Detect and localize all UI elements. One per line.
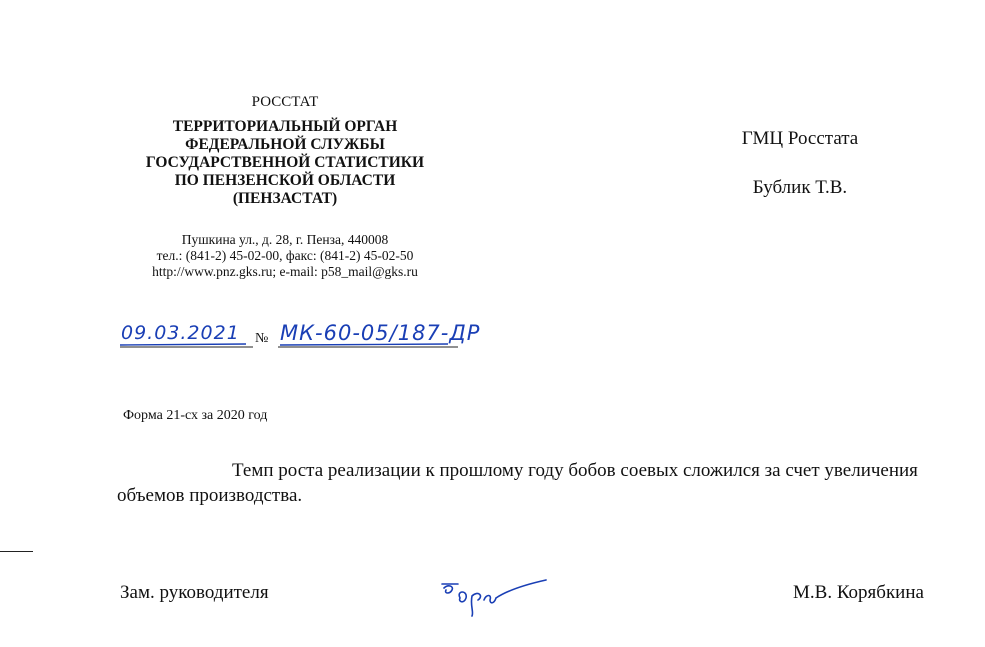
agency-full-name — [100, 118, 470, 208]
agency-full-name-line: (ПЕНЗАСТАТ) — [232, 190, 338, 207]
handwritten-number: МК-60-05/187-ДР — [280, 321, 481, 345]
agency-full-name-line: ФЕДЕРАЛЬНОЙ СЛУЖБЫ — [185, 136, 385, 153]
addressee-organization: ГМЦ Росстата — [741, 128, 859, 149]
addressee-person: Бублик Т.В. — [752, 177, 848, 198]
handwritten-date: 09.03.2021 — [121, 322, 240, 344]
agency-full-name-line: ГОСУДАРСТВЕННОЙ СТАТИСТИКИ — [145, 154, 425, 171]
agency-short-name: РОССТАТ — [251, 94, 319, 110]
agency-full-name-line: ПО ПЕНЗЕНСКОЙ ОБЛАСТИ — [174, 172, 396, 189]
letter-subject: Форма 21-сх за 2020 год — [123, 408, 268, 423]
outgoing-registration — [118, 318, 498, 358]
body-paragraph: Темп роста реализации к прошлому году бобов соевых сложился за счет увеличения объемов производства. — [117, 460, 918, 506]
agency-address: Пушкина ул., д. 28, г. Пенза, 440008 — [181, 232, 389, 247]
agency-full-name-line: ТЕРРИТОРИАЛЬНЫЙ ОРГАН — [172, 118, 398, 135]
agency-phones: тел.: (841-2) 45-02-00, факс: (841-2) 45-02-50 — [156, 248, 414, 263]
letterhead — [100, 92, 470, 280]
handwritten-signature-icon — [438, 578, 553, 618]
signatory-name: М.В. Корябкина — [793, 582, 924, 603]
letter-body — [117, 458, 962, 508]
margin-rule — [0, 551, 33, 552]
number-sign: № — [255, 331, 269, 346]
signatory-position: Зам. руководителя — [120, 582, 269, 603]
agency-contacts — [100, 232, 470, 280]
agency-web-email: http://www.pnz.gks.ru; e-mail: p58_mail@gks.ru — [152, 264, 418, 279]
